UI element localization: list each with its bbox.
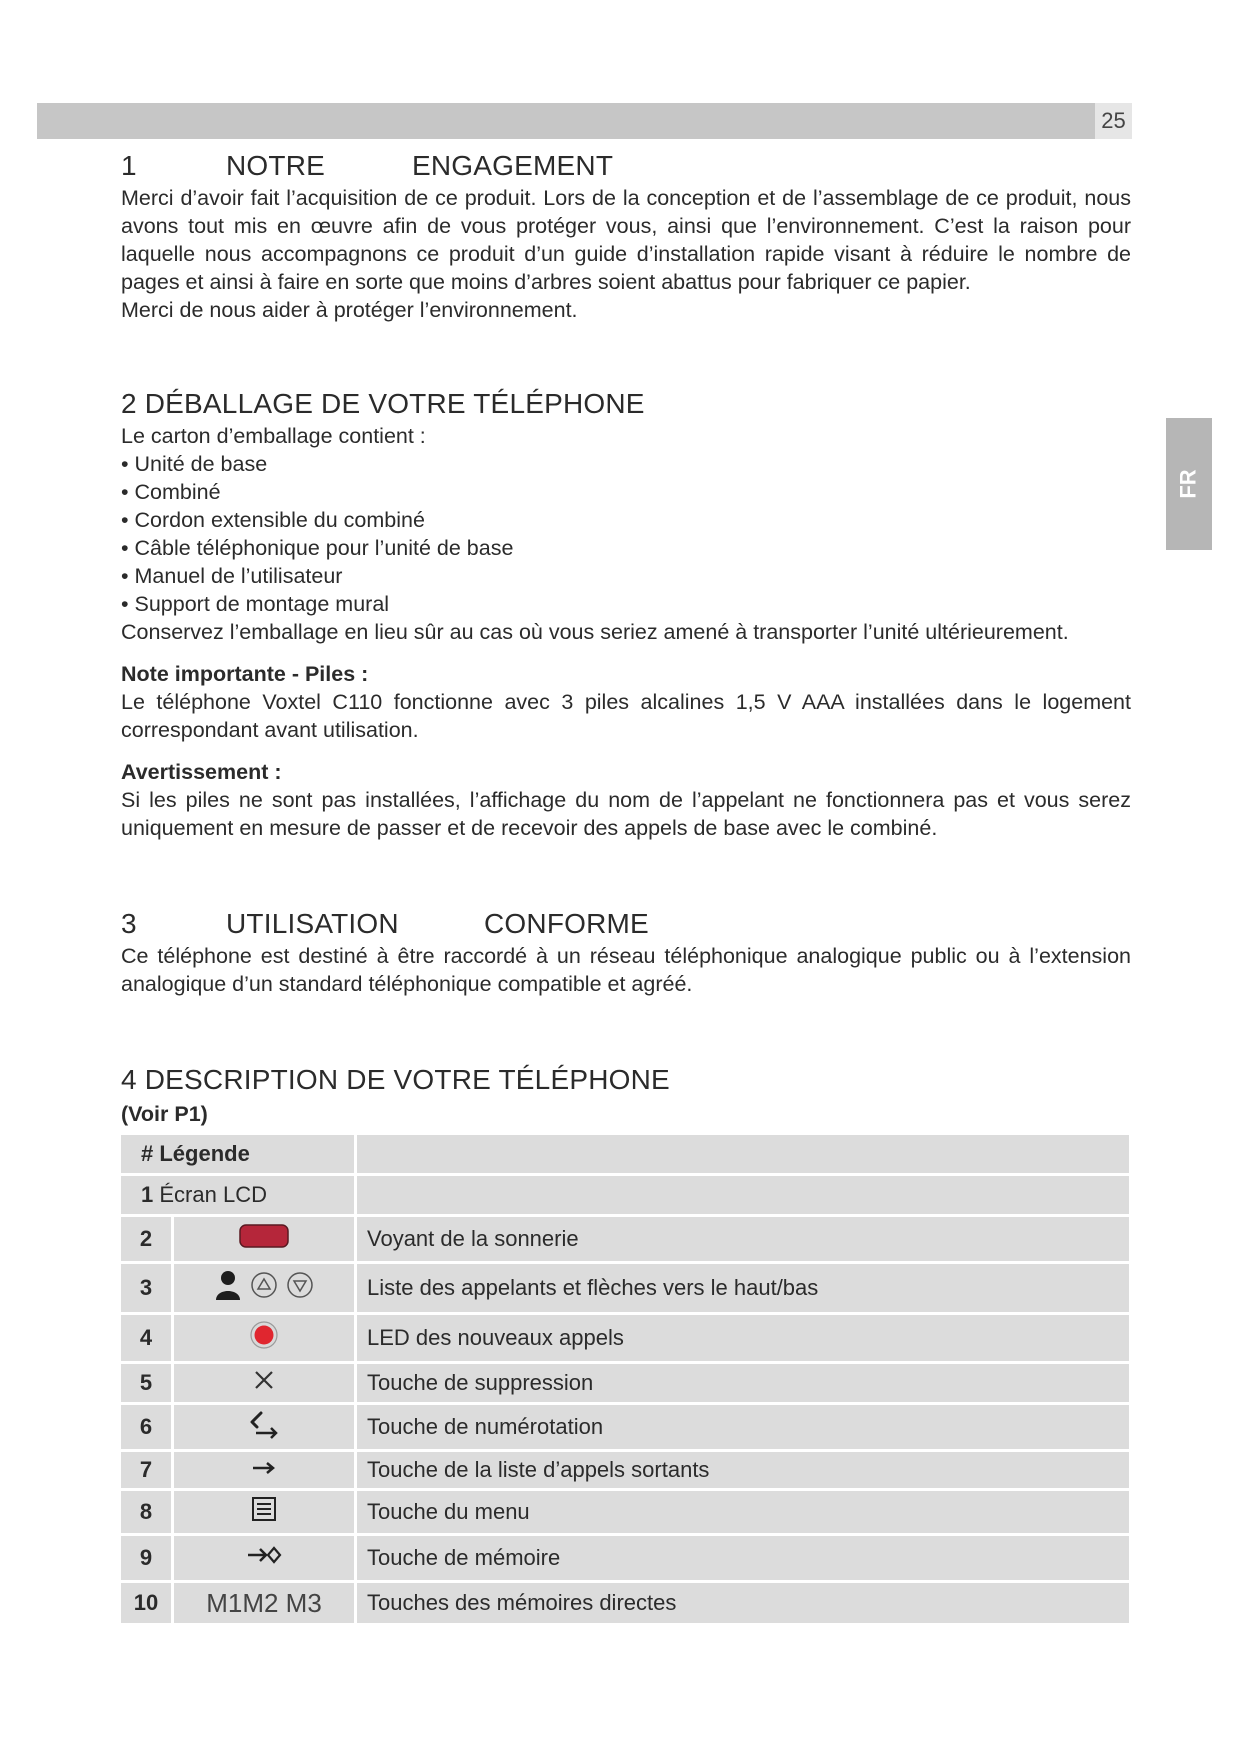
section-2-intro: Le carton d’emballage contient :	[121, 424, 426, 448]
section-1-word1: NOTRE	[226, 150, 325, 181]
legend-header: # Légende	[121, 1135, 354, 1173]
table-row	[121, 1536, 1129, 1580]
table-row	[121, 1405, 1129, 1449]
table-cell	[174, 1405, 354, 1449]
row-description: Voyant de la sonnerie	[357, 1217, 1129, 1261]
section-3-word1: UTILISATION	[226, 908, 399, 939]
table-header-row	[121, 1135, 1129, 1173]
table-cell	[174, 1364, 354, 1402]
page-content	[121, 150, 1131, 1626]
table-cell	[174, 1491, 354, 1533]
row-description: LED des nouveaux appels	[357, 1315, 1129, 1361]
table-cell	[174, 1264, 354, 1312]
note-title: Note importante - Piles :	[121, 662, 369, 686]
row-description: Liste des appelants et flèches vers le haut/bas	[357, 1264, 1129, 1312]
direct-memory-keys-label: M1M2 M3	[174, 1583, 354, 1623]
row-number: 8	[121, 1491, 171, 1533]
table-cell	[174, 1452, 354, 1488]
menu-icon	[251, 1496, 277, 1522]
table-row	[121, 1452, 1129, 1488]
row-description: Touche de mémoire	[357, 1536, 1129, 1580]
table-cell	[174, 1315, 354, 1361]
section-intended-use	[121, 908, 1131, 998]
row-number: 4	[121, 1315, 171, 1361]
table-row	[121, 1583, 1129, 1623]
language-tab-label: FR	[1175, 469, 1201, 499]
list-item: • Combiné	[121, 480, 221, 504]
table-cell	[174, 1536, 354, 1580]
row-number: 9	[121, 1536, 171, 1580]
list-item: • Unité de base	[121, 452, 268, 476]
section-3-body: Ce téléphone est destiné à être raccordé à un réseau téléphonique analogique public ou à l’extension analogique d’un standard téléphonique compatible et agréé.	[121, 944, 1131, 996]
section-1-body: Merci d’avoir fait l’acquisition de ce produit. Lors de la conception et de l’assemblage de ce produit, nous avons tout mis en œuvre afin de vous protéger vous, ainsi que l’environnement. C’est la raison pour laquelle nous accompagnons ce produit d’un guide d’installation rapide visant à réduire le nombre de pages et ainsi à faire en sorte que moins d’arbres soient abattus pour fabriquer ce papier.	[121, 186, 1131, 294]
section-4-subtitle: (Voir P1)	[121, 1102, 208, 1126]
page-number: 25	[1095, 103, 1132, 139]
row-number: 2	[121, 1217, 171, 1261]
redial-icon	[247, 1409, 281, 1439]
list-item: • Câble téléphonique pour l’unité de base	[121, 536, 514, 560]
section-3-title	[121, 908, 1131, 940]
warning-title: Avertissement :	[121, 760, 282, 784]
table-row	[121, 1491, 1129, 1533]
row-description: Touche de suppression	[357, 1364, 1129, 1402]
table-row	[121, 1315, 1129, 1361]
section-4-title: 4 DESCRIPTION DE VOTRE TÉLÉPHONE	[121, 1064, 670, 1095]
table-row	[121, 1264, 1129, 1312]
table-row	[121, 1217, 1129, 1261]
down-arrow-icon	[286, 1271, 314, 1299]
caller-list-arrows-icon	[214, 1269, 314, 1301]
row-number: 3	[121, 1264, 171, 1312]
list-item: • Support de montage mural	[121, 592, 390, 616]
table-row	[121, 1176, 1129, 1214]
table-cell	[357, 1135, 1129, 1173]
table-cell	[121, 1176, 354, 1214]
new-call-led-icon	[249, 1320, 279, 1350]
section-unpacking	[121, 388, 1131, 842]
language-tab	[1166, 418, 1212, 550]
row-number: 6	[121, 1405, 171, 1449]
row-number: 5	[121, 1364, 171, 1402]
person-icon	[214, 1269, 242, 1301]
table-cell	[174, 1217, 354, 1261]
section-engagement	[121, 150, 1131, 324]
note-body: Le téléphone Voxtel C110 fonctionne avec 3 piles alcalines 1,5 V AAA installées dans le logement correspondant avant utilisation.	[121, 690, 1131, 742]
section-1-number: 1	[121, 150, 137, 181]
row-number: 1	[141, 1182, 154, 1207]
package-contents-list	[121, 450, 1131, 618]
row-description: Touche du menu	[357, 1491, 1129, 1533]
legend-table	[118, 1132, 1132, 1626]
section-1-title	[121, 150, 1131, 182]
warning-body: Si les piles ne sont pas installées, l’affichage du nom de l’appelant ne fonctionnera pas et vous serez uniquement en mesure de passer et de recevoir des appels de base avec le combiné.	[121, 788, 1131, 840]
row-label: Écran LCD	[159, 1182, 267, 1207]
row-description: Touche de la liste d’appels sortants	[357, 1452, 1129, 1488]
section-1-body-last: Merci de nous aider à protéger l’environnement.	[121, 298, 578, 322]
row-number: 10	[121, 1583, 171, 1623]
table-row	[121, 1364, 1129, 1402]
list-item: • Manuel de l’utilisateur	[121, 564, 343, 588]
section-3-word2: CONFORME	[484, 908, 649, 939]
section-1-word2: ENGAGEMENT	[412, 150, 614, 181]
delete-icon	[252, 1368, 276, 1392]
row-number: 7	[121, 1452, 171, 1488]
memory-icon	[246, 1542, 282, 1568]
table-cell	[357, 1176, 1129, 1214]
section-description	[121, 1064, 1131, 1626]
header-bar	[37, 103, 1132, 139]
list-item: • Cordon extensible du combiné	[121, 508, 425, 532]
section-3-number: 3	[121, 908, 137, 939]
row-description: Touche de numérotation	[357, 1405, 1129, 1449]
section-2-outro: Conservez l’emballage en lieu sûr au cas où vous seriez amené à transporter l’unité ultérieurement.	[121, 620, 1069, 644]
section-2-title: 2 DÉBALLAGE DE VOTRE TÉLÉPHONE	[121, 388, 645, 419]
up-arrow-icon	[250, 1271, 278, 1299]
ringer-indicator-icon	[238, 1222, 290, 1250]
outgoing-arrow-icon	[250, 1459, 278, 1477]
row-description: Touches des mémoires directes	[357, 1583, 1129, 1623]
